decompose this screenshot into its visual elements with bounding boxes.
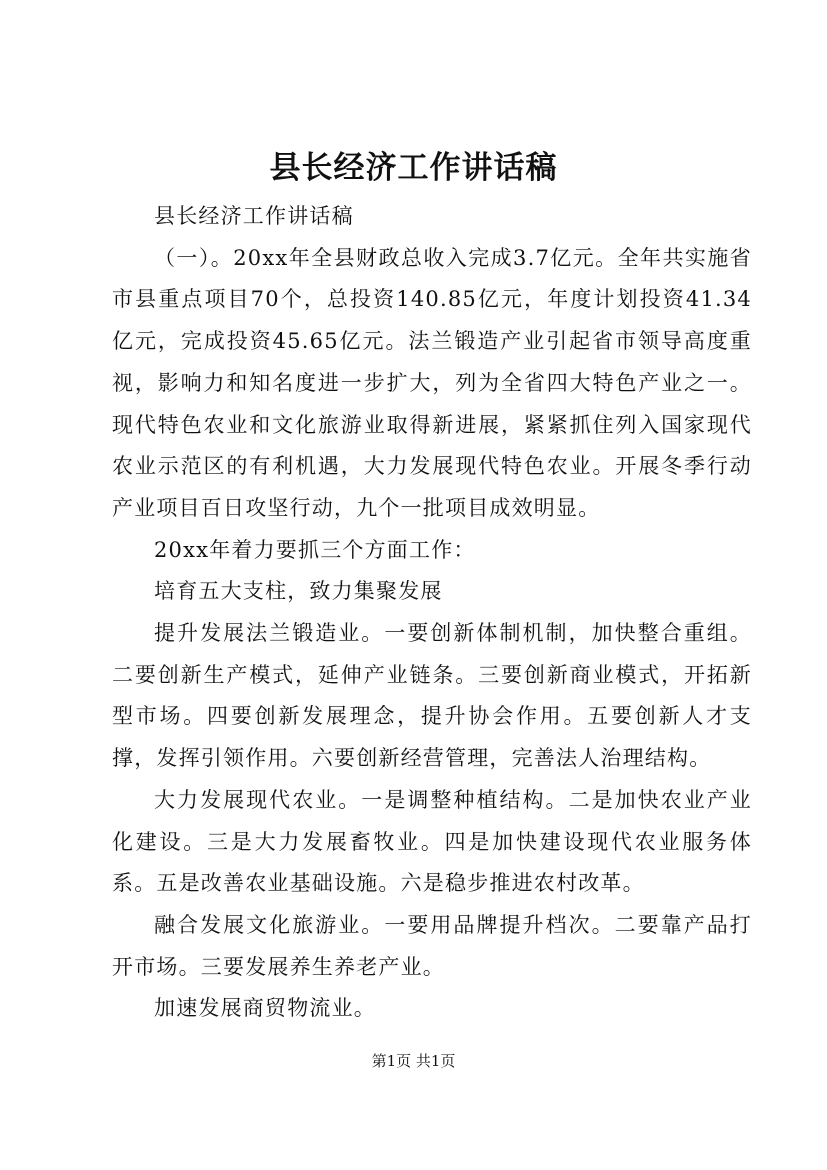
document-title: 县长经济工作讲话稿 (269, 150, 558, 186)
paragraph-summary: （一）。20xx年全县财政总收入完成3.7亿元。全年共实施省市县重点项目70个，总投资140.85亿元，年度计划投资41.34亿元，完成投资45.65亿元。法兰锻造产业引起省市领导高度重视，影响力和知名度进一步扩大，列为全省四大特色产业之一。现代特色农业和文化旅游业取得新进展，紧紧抓住列入国家现代农业示范区的有利机遇，大力发展现代特色农业。开展冬季行动产业项目百日攻坚行动，九个一批项目成效明显。 (112, 245, 752, 520)
paragraph-commerce-logistics: 加速发展商贸物流业。 (154, 996, 376, 1021)
document-body (112, 196, 752, 1030)
paragraph-subtitle: 县长经济工作讲话稿 (154, 204, 354, 228)
paragraph-culture-tourism: 融合发展文化旅游业。一要用品牌提升档次。二要靠产品打开市场。三要发展养生养老产业。 (112, 912, 752, 979)
page-footer: 第1页 共1页 (371, 1052, 456, 1070)
paragraph-section-heading: 培育五大支柱，致力集聚发展 (154, 579, 443, 604)
paragraph-tasks-intro: 20xx年着力要抓三个方面工作： (154, 537, 476, 562)
paragraph-modern-agriculture: 大力发展现代农业。一是调整种植结构。二是加快农业产业化建设。三是大力发展畜牧业。四是加快建设现代农业服务体系。五是改善农业基础设施。六是稳步推进农村改革。 (112, 787, 752, 896)
paragraph-flange-industry: 提升发展法兰锻造业。一要创新体制机制，加快整合重组。二要创新生产模式，延伸产业链条。三要创新商业模式，开拓新型市场。四要创新发展理念，提升协会作用。五要创新人才支撑，发挥引领作用。六要创新经营管理，完善法人治理结构。 (112, 621, 752, 771)
